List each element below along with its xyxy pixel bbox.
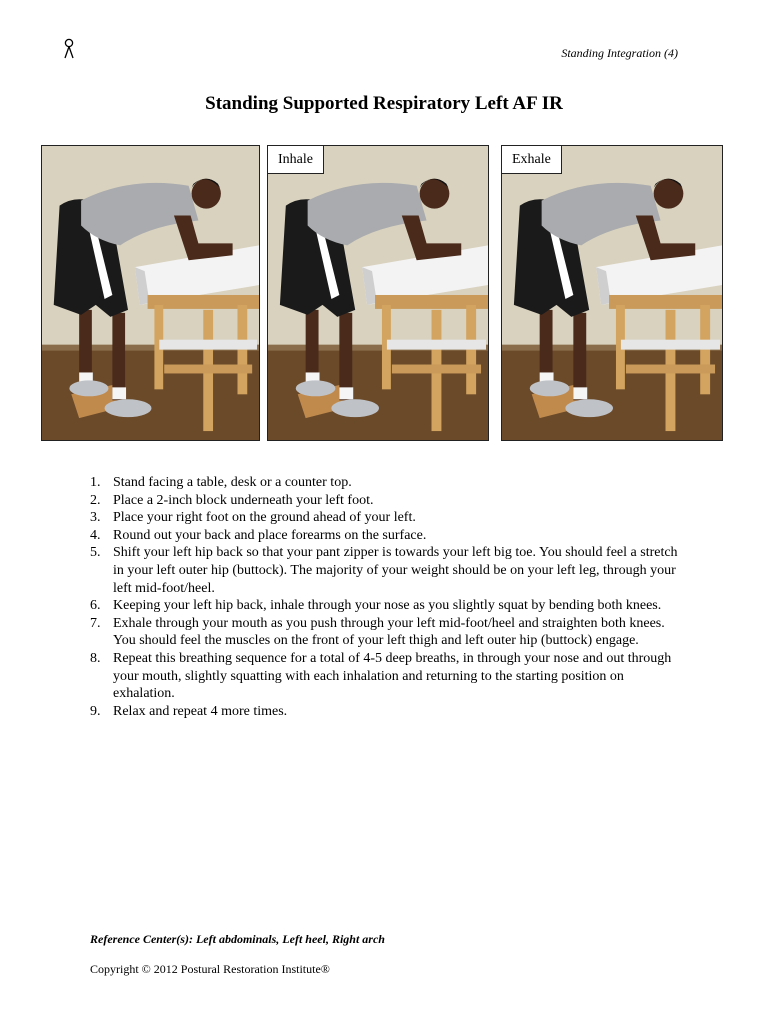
list-item: 8. Repeat this breathing sequence for a total of 4-5 deep breaths, in through your nose and out through your mouth, slightly squatting with each inhalation and returning to the starting position on exhalation. — [90, 650, 672, 702]
photo-inhale — [267, 145, 489, 441]
list-item: 3. Place your right foot on the ground ahead of your left. — [90, 510, 416, 526]
list-item: 4. Round out your back and place forearms on the surface. — [90, 527, 427, 543]
list-item: 7. Exhale through your mouth as you push through your left mid-foot/heel and straighten both knees. You should feel the muscles on the front of your left thigh and left outer hip (buttock) engage. — [90, 615, 665, 649]
list-item: 2. Place a 2-inch block underneath your left foot. — [90, 492, 374, 508]
list-item: 6. Keeping your left hip back, inhale through your nose as you slightly squat by bending both knees. — [90, 598, 662, 614]
list-item: 9. Relax and repeat 4 more times. — [90, 703, 288, 719]
photo-label-inhale: Inhale — [268, 146, 324, 174]
list-item: 5. Shift your left hip back so that your pant zipper is towards your left big toe. You should feel a stretch in your left outer hip (buttock). The majority of your weight should be on your left leg, through your left mid-foot/heel. — [90, 545, 678, 596]
photo-exhale — [501, 145, 723, 441]
instruction-list — [90, 474, 680, 720]
copyright-notice: Copyright © 2012 Postural Restoration Institute® — [90, 962, 330, 976]
list-item: 1. Stand facing a table, desk or a counter top. — [90, 475, 352, 490]
reference-centers: Reference Center(s): Left abdominals, Left heel, Right arch — [90, 932, 385, 946]
running-title: Standing Integration (4) — [561, 46, 678, 60]
photo-start-position — [41, 145, 260, 441]
institute-logo-icon — [62, 38, 76, 60]
photo-label-exhale: Exhale — [502, 146, 562, 174]
page-title: Standing Supported Respiratory Left AF IR — [205, 93, 563, 114]
